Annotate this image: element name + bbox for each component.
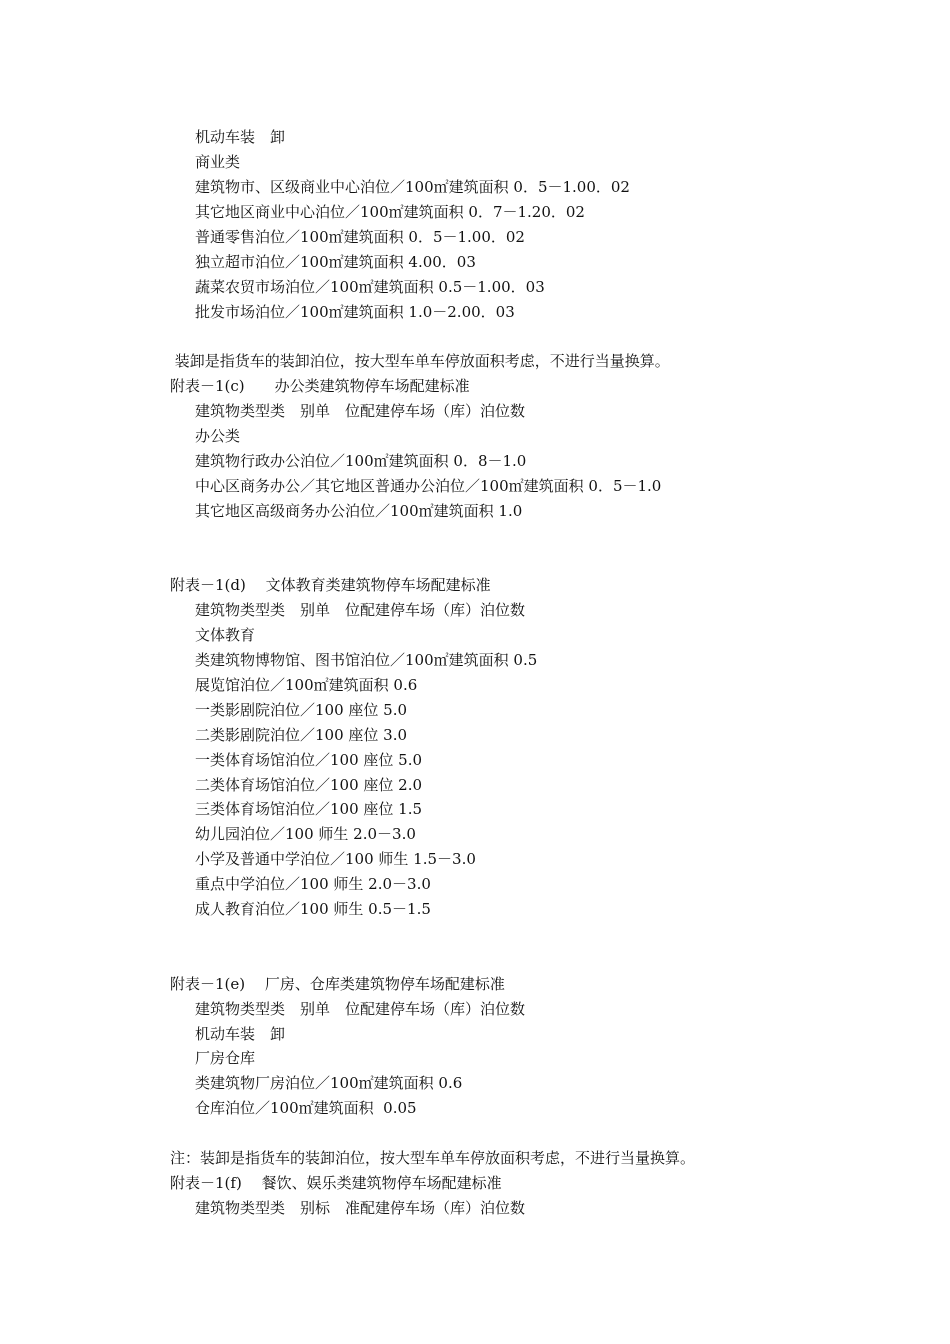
text-line: 独立超市泊位／100㎡建筑面积 4.00．03 (195, 253, 476, 271)
text-line: 二类体育场馆泊位／100 座位 2.0 (195, 776, 423, 794)
text-line: 一类影剧院泊位／100 座位 5.0 (195, 701, 408, 719)
text-line: 文体教育 (195, 626, 256, 644)
text-line: 成人教育泊位／100 师生 0.5－1.5 (195, 900, 431, 918)
text-line: 办公类 (195, 427, 241, 445)
text-line: 类建筑物博物馆、图书馆泊位／100㎡建筑面积 0.5 (195, 651, 538, 669)
text-line: 展览馆泊位／100㎡建筑面积 0.6 (195, 676, 418, 694)
table-heading: 附表－1(c) 办公类建筑物停车场配建标准 (170, 377, 470, 395)
table-heading: 附表－1(d) 文体教育类建筑物停车场配建标准 (170, 576, 491, 594)
text-line: 建筑物类型类 别单 位配建停车场（库）泊位数 (195, 1000, 526, 1018)
note-line: 装卸是指货车的装卸泊位，按大型车单车停放面积考虑，不进行当量换算。 (170, 352, 670, 370)
text-line: 幼儿园泊位／100 师生 2.0－3.0 (195, 825, 416, 843)
text-line: 一类体育场馆泊位／100 座位 5.0 (195, 751, 423, 769)
text-line: 建筑物行政办公泊位／100㎡建筑面积 0．8－1.0 (195, 452, 527, 470)
text-line: 其它地区商业中心泊位／100㎡建筑面积 0．7－1.20．02 (195, 203, 585, 221)
text-line: 机动车装 卸 (195, 1025, 286, 1043)
text-line: 普通零售泊位／100㎡建筑面积 0．5－1.00．02 (195, 228, 525, 246)
text-line: 建筑物类型类 别单 位配建停车场（库）泊位数 (195, 402, 526, 420)
text-line: 蔬菜农贸市场泊位／100㎡建筑面积 0.5－1.00．03 (195, 278, 545, 296)
note-line: 注：装卸是指货车的装卸泊位，按大型车单车停放面积考虑，不进行当量换算。 (170, 1149, 696, 1167)
text-line: 机动车装 卸 (195, 128, 286, 146)
text-line: 二类影剧院泊位／100 座位 3.0 (195, 726, 408, 744)
text-line: 类建筑物厂房泊位／100㎡建筑面积 0.6 (195, 1074, 463, 1092)
text-line: 商业类 (195, 153, 241, 171)
text-line: 小学及普通中学泊位／100 师生 1.5－3.0 (195, 850, 476, 868)
text-line: 中心区商务办公／其它地区普通办公泊位／100㎡建筑面积 0．5－1.0 (195, 477, 662, 495)
text-line: 建筑物类型类 别标 准配建停车场（库）泊位数 (195, 1199, 526, 1217)
text-line: 建筑物市、区级商业中心泊位／100㎡建筑面积 0．5－1.00．02 (195, 178, 630, 196)
text-line: 批发市场泊位／100㎡建筑面积 1.0－2.00．03 (195, 303, 515, 321)
text-line: 重点中学泊位／100 师生 2.0－3.0 (195, 875, 431, 893)
table-heading: 附表－1(e) 厂房、仓库类建筑物停车场配建标准 (170, 975, 505, 993)
text-line: 仓库泊位／100㎡建筑面积 0.05 (195, 1099, 417, 1117)
table-heading: 附表－1(f) 餐饮、娱乐类建筑物停车场配建标准 (170, 1174, 502, 1192)
text-line: 厂房仓库 (195, 1049, 256, 1067)
text-line: 建筑物类型类 别单 位配建停车场（库）泊位数 (195, 601, 526, 619)
text-line: 三类体育场馆泊位／100 座位 1.5 (195, 800, 423, 818)
text-line: 其它地区高级商务办公泊位／100㎡建筑面积 1.0 (195, 502, 523, 520)
